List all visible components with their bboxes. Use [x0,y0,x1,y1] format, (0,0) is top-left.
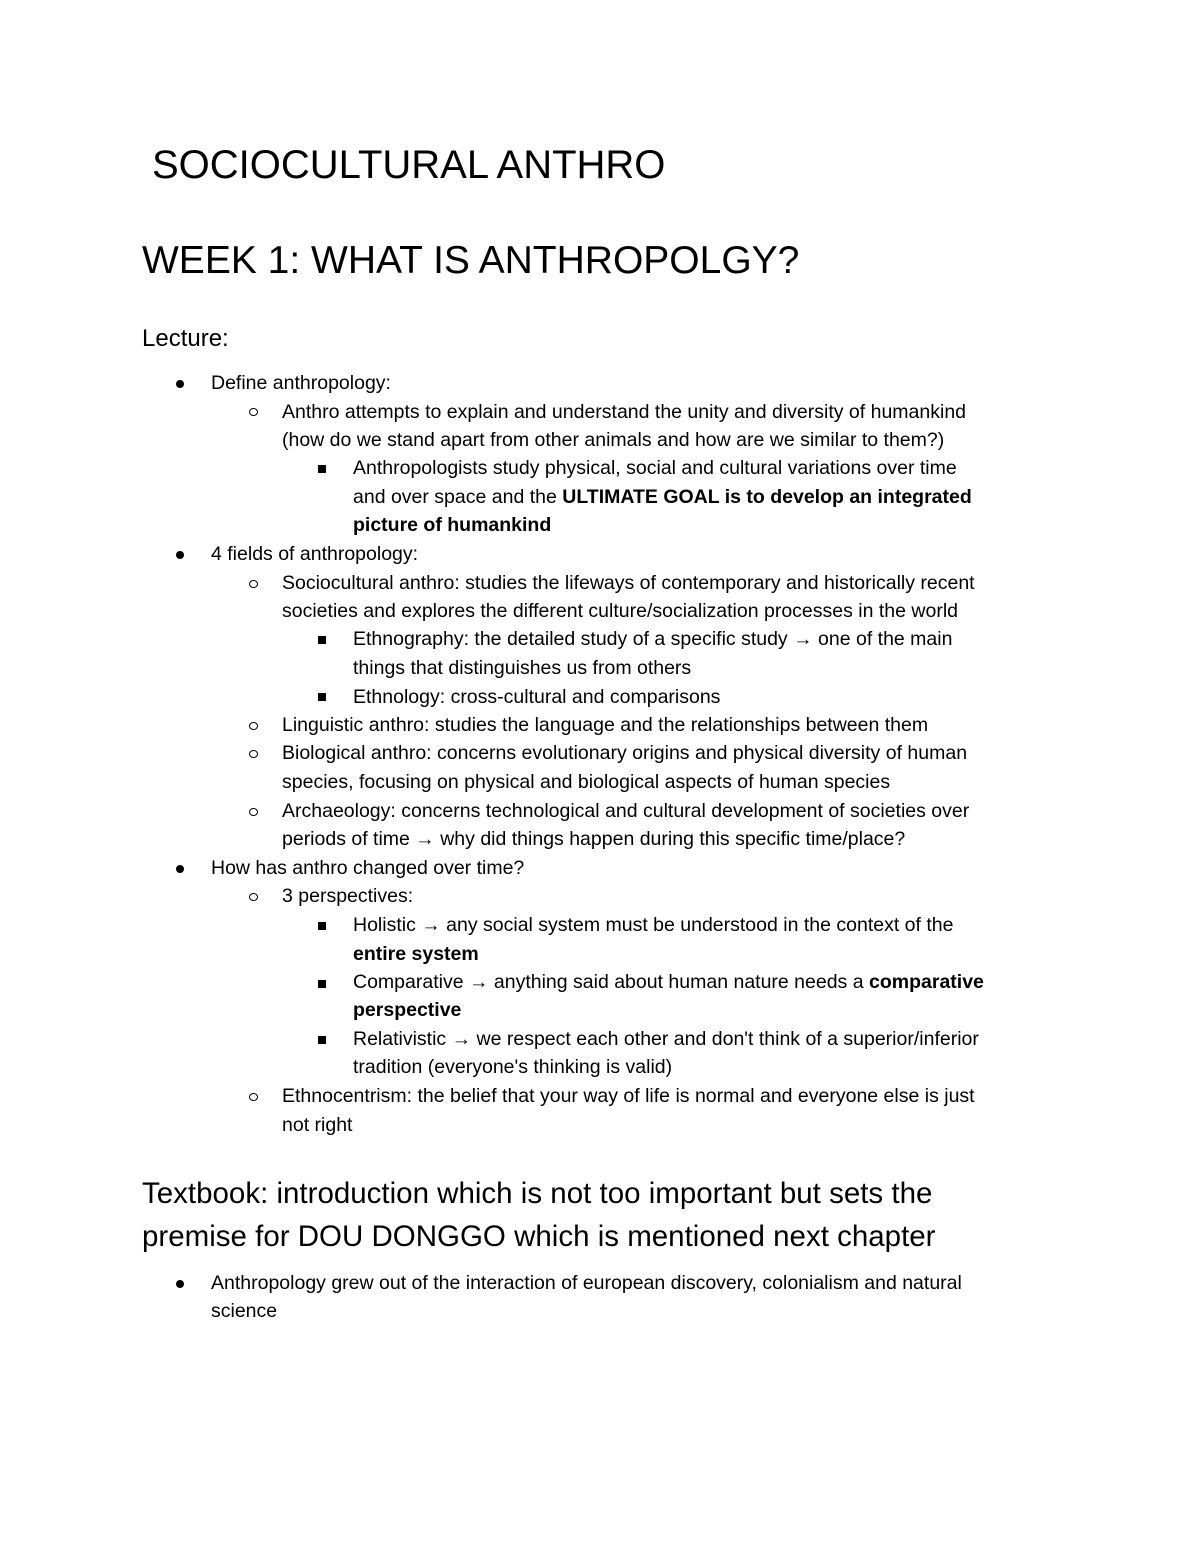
list-item-continuation: (how do we stand apart from other animals and how are we similar to them?) [282,429,945,451]
list-item: Holistic → any social system must be understood in the context of the [353,914,954,936]
list-item: Anthropology grew out of the interaction of european discovery, colonialism and natural [211,1272,962,1294]
list-item-continuation [353,511,551,539]
bold-text: picture of humankind [353,514,552,536]
circle-bullet-icon [249,722,258,730]
list-item [353,968,984,996]
square-bullet-icon [318,636,326,644]
circle-bullet-icon [249,1093,258,1101]
circle-bullet-icon [249,808,258,816]
square-bullet-icon [318,465,326,473]
square-bullet-icon [318,693,326,701]
list-item-continuation [353,996,461,1024]
list-item: Archaeology: concerns technological and cultural development of societies over [282,800,970,822]
bold-text: perspective [353,999,462,1021]
list-item: 4 fields of anthropology: [211,543,419,565]
list-item-continuation [353,483,972,511]
square-bullet-icon [318,922,326,930]
list-item: 3 perspectives: [282,885,414,907]
circle-bullet-icon [249,580,258,588]
list-item-continuation: things that distinguishes us from others [353,657,692,679]
list-item: Biological anthro: concerns evolutionary origins and physical diversity of human [282,742,968,764]
disc-bullet-icon [176,551,184,559]
week-heading: WEEK 1: WHAT IS ANTHROPOLGY? [142,239,800,282]
disc-bullet-icon [176,380,184,388]
circle-bullet-icon [249,893,258,901]
disc-bullet-icon [176,865,184,873]
textbook-heading-line: Textbook: introduction which is not too important but sets the [142,1177,933,1210]
textbook-heading [142,1172,936,1258]
list-item-continuation: tradition (everyone's thinking is valid) [353,1056,673,1078]
list-item-continuation: science [211,1300,278,1322]
list-item: How has anthro changed over time? [211,857,525,879]
list-item-continuation [353,940,479,968]
circle-bullet-icon [249,408,258,416]
list-item: Anthropologists study physical, social and cultural variations over time [353,457,957,479]
bold-text: comparative [869,971,984,993]
list-item-continuation: species, focusing on physical and biological aspects of human species [282,771,891,793]
list-item: Linguistic anthro: studies the language and the relationships between them [282,714,929,736]
list-item: Define anthropology: [211,372,391,394]
list-item-continuation: periods of time → why did things happen during this specific time/place? [282,828,906,850]
disc-bullet-icon [176,1280,184,1288]
list-item: Anthro attempts to explain and understand the unity and diversity of humankind [282,401,967,423]
list-item: Ethnocentrism: the belief that your way of life is normal and everyone else is just [282,1085,975,1107]
circle-bullet-icon [249,750,258,758]
lecture-label: Lecture: [142,325,229,352]
square-bullet-icon [318,980,326,988]
plain-text: and over space and the [353,486,563,508]
square-bullet-icon [318,1036,326,1044]
list-item-continuation: societies and explores the different culture/socialization processes in the world [282,600,959,622]
bold-text: entire system [353,943,479,965]
bold-text: ULTIMATE GOAL is to develop an integrated [562,486,972,508]
list-item: Sociocultural anthro: studies the lifeways of contemporary and historically recent [282,572,975,594]
list-item: Ethnology: cross-cultural and comparisons [353,686,721,708]
textbook-heading-line: premise for DOU DONGGO which is mentioned next chapter [142,1220,936,1253]
list-item-continuation: not right [282,1114,353,1136]
document-title: SOCIOCULTURAL ANTHRO [152,143,666,187]
list-item: Relativistic → we respect each other and don't think of a superior/inferior [353,1028,979,1050]
list-item: Ethnography: the detailed study of a specific study → one of the main [353,628,953,650]
plain-text: Comparative → anything said about human nature needs a [353,971,869,993]
